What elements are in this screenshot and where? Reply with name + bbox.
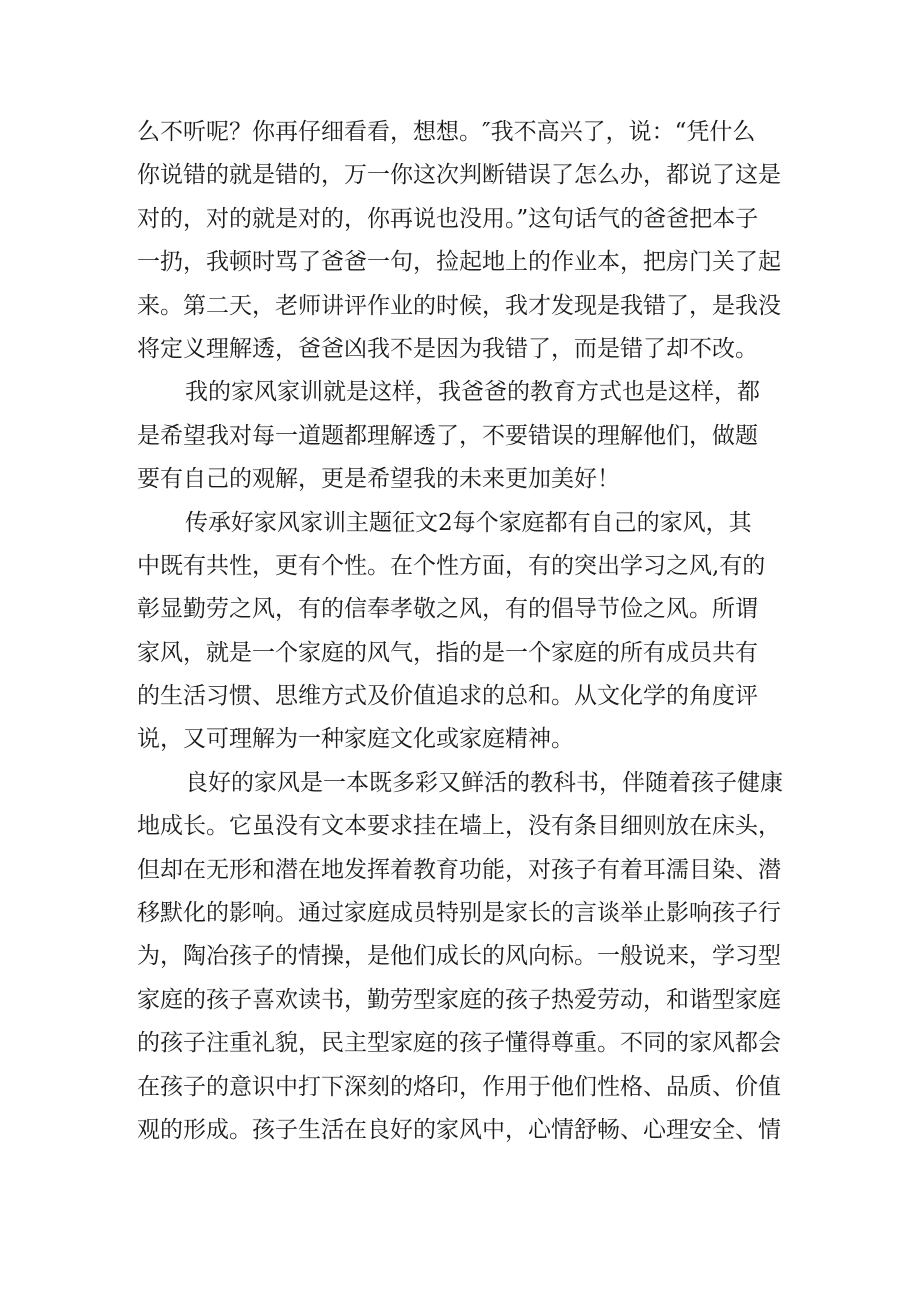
text-line: 一扔，我顿时骂了爸爸一句，捡起地上的作业本，把房门关了起	[137, 249, 781, 276]
text-line: 观的形成。孩子生活在良好的家风中，心情舒畅、心理安全、情	[137, 1116, 781, 1143]
text-line: 中既有共性，更有个性。在个性方面，有的突出学习之风,有的	[137, 552, 766, 579]
text-line: 但却在无形和潜在地发挥着教育功能，对孩子有着耳濡目染、潜	[137, 856, 781, 883]
text-line: 为，陶冶孩子的情操，是他们成长的风向标。一般说来，学习型	[137, 943, 781, 970]
text-line: 的生活习惯、思维方式及价值追求的总和。从文化学的角度评	[137, 683, 758, 710]
text-line: 在孩子的意识中打下深刻的烙印，作用于他们性格、品质、价值	[137, 1073, 781, 1100]
text-line: 家风，就是一个家庭的风气，指的是一个家庭的所有成员共有	[137, 639, 758, 666]
text-line: 地成长。它虽没有文本要求挂在墙上，没有条目细则放在床头，	[137, 813, 781, 840]
paragraph-first-line: 良好的家风是一本既多彩又鲜活的教科书，伴随着孩子健康	[185, 769, 783, 796]
text-line: 说，又可理解为一种家庭文化或家庭精神。	[137, 726, 574, 753]
text-line: 将定义理解透，爸爸凶我不是因为我错了，而是错了却不改。	[137, 335, 758, 362]
text-line: 对的，对的就是对的，你再说也没用。”这句话气的爸爸把本子	[137, 205, 759, 232]
text-line: 来。第二天，老师讲评作业的时候，我才发现是我错了，是我没	[137, 292, 781, 319]
text-line: 么不听呢？你再仔细看看，想想。″我不高兴了，说：“凭什么	[137, 119, 756, 145]
text-line: 家庭的孩子喜欢读书，勤劳型家庭的孩子热爱劳动，和谐型家庭	[137, 986, 781, 1013]
text-line: 的孩子注重礼貌，民主型家庭的孩子懂得尊重。不同的家风都会	[137, 1030, 781, 1057]
text-line: 是希望我对每一道题都理解透了，不要错误的理解他们，做题	[137, 422, 758, 449]
text-line: 你说错的就是错的，万一你这次判断错误了怎么办，都说了这是	[137, 162, 781, 189]
text-line: 要有自己的观解，更是希望我的未来更加美好！	[137, 466, 620, 493]
paragraph-first-line: 我的家风家训就是这样，我爸爸的教育方式也是这样，都	[185, 379, 760, 406]
text-line: 移默化的影响。通过家庭成员特别是家长的言谈举止影响孩子行	[137, 900, 781, 927]
document-body	[137, 111, 797, 1152]
paragraph-first-line: 传承好家风家训主题征文2每个家庭都有自己的家风，其	[185, 509, 752, 536]
text-line: 彰显勤劳之风，有的信奉孝敬之风，有的倡导节俭之风。所谓	[137, 596, 758, 623]
